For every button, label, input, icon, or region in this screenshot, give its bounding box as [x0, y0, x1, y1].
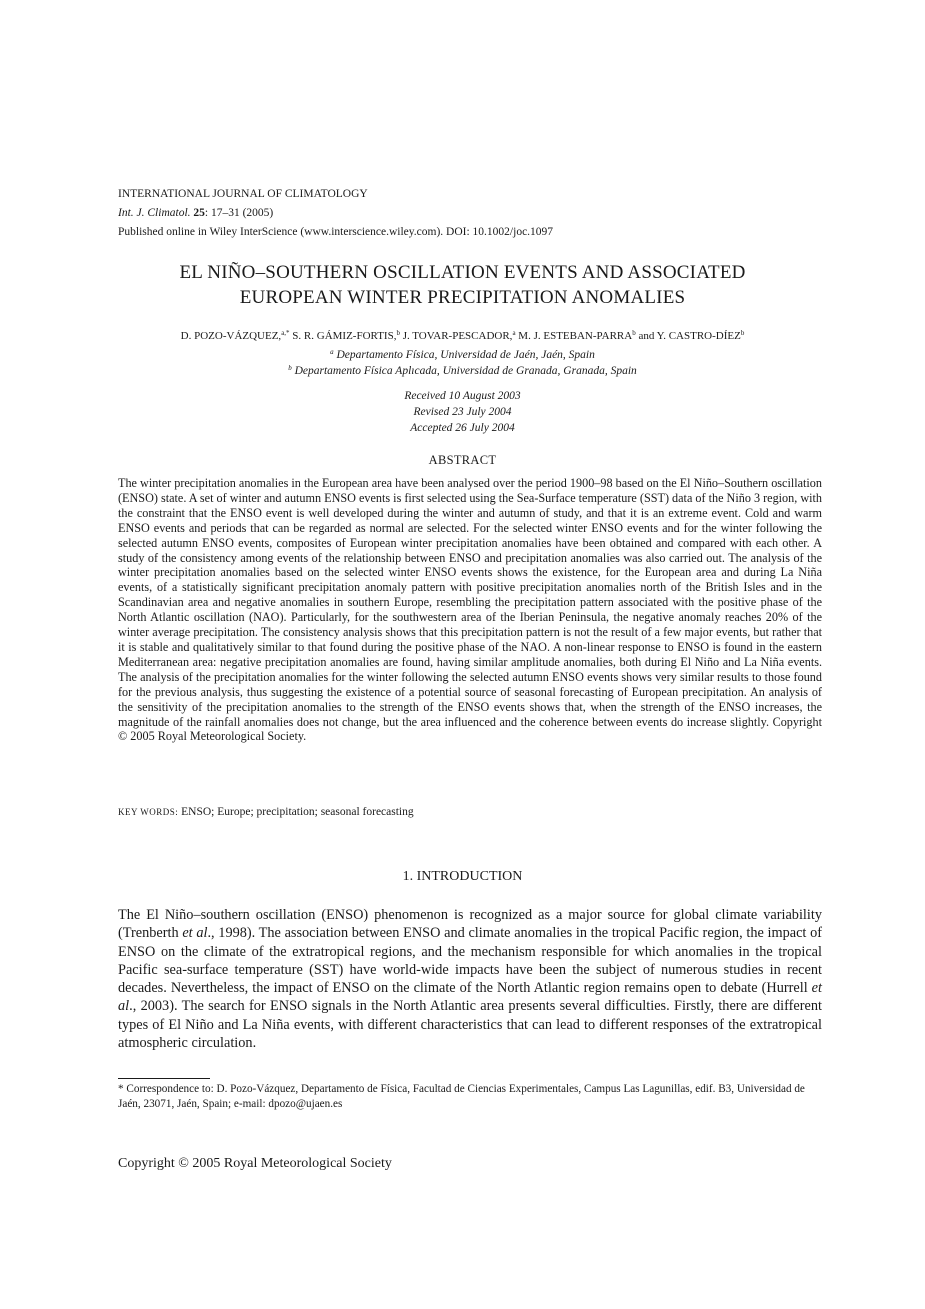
journal-citation-abbrev: Int. J. Climatol. — [118, 207, 191, 219]
author-name: S. R. GÁMIZ-FORTIS, — [292, 330, 397, 342]
introduction-paragraph — [118, 906, 822, 1052]
author-affiliation-mark: b — [740, 329, 745, 337]
journal-citation-volume: 25 — [193, 207, 205, 219]
intro-text-part: The El Niño–southern oscillation (ENSO) phenomenon is recognized as a major source for global climate variability (Trenberth — [118, 907, 822, 942]
author-affiliation-mark: a — [512, 329, 516, 337]
abstract-body — [118, 476, 822, 744]
accepted-date: Accepted 26 July 2004 — [410, 422, 515, 434]
page-footer-copyright: Copyright © 2005 Royal Meteorological Society — [118, 1156, 392, 1171]
author-affiliation-mark: b — [632, 329, 636, 337]
author-affiliation-mark: b — [396, 329, 400, 337]
affiliation-mark: b — [288, 364, 292, 372]
abstract-text: The winter precipitation anomalies in the European area have been analysed over the period 1900–98 based on the El Niño–Southern oscillation (ENSO) state. A set of winter and autumn ENSO events is first selected using the Sea-Surface temperature (SST) data of the Niño 3 region, with the constraint that the ENSO event is well developed during the winter and autumn of study, and that it is an extreme event. Cold and warm ENSO events and periods that can be regarded as normal are selected. For the selected winter ENSO events and for the winter following the selected autumn ENSO events, composites of European winter precipitation anomalies have been obtained and compared with each other. A study of the consistency among events of the relationship between ENSO and precipitation anomalies was also carried out. The analysis of the winter precipitation anomalies based on the selected winter ENSO events shows the existence, for the European area and during La Niña events, of a statistically significant precipitation anomaly pattern with positive precipitation anomalies north of the British Isles and in the Scandinavian area and negative anomalies in southern Europe, resembling the precipitation pattern associated with the positive phase of the North Atlantic oscillation (NAO). Particularly, for the southwestern area of the Iberian Peninsula, the negative anomaly reaches 20% of the winter average precipitation. The consistency analysis shows that this precipitation pattern is not the result of a few major events, but rather that it is stable and qualitatively similar to that found during the positive phase of the NAO. A non-linear response to ENSO is found in the eastern Mediterranean area: negative precipitation anomalies are found, having similar amplitude anomalies, both during El Niño and La Niña events. The analysis of the precipitation anomalies for the winter following the selected autumn ENSO events shows very similar results to those found for the previous analysis, thus suggesting the existence of a potential source of seasonal forecasting of European precipitation. An analysis of the sensitivity of the precipitation anomalies to the strength of the ENSO events shows that, when the strength of the ENSO increases, the magnitude of the rainfall anomalies does not change, but the area influenced and the coherence between events do increase slightly. — [118, 476, 822, 729]
received-date: Received 10 August 2003 — [404, 390, 521, 402]
intro-text-part: ., 2003). The search for ENSO signals in the North Atlantic area presents several difficulties. Firstly, there are different types of El Niño and La Niña events, with different characteristics that can lead to different responses of the extratropical atmospheric circulation. — [118, 998, 822, 1052]
abstract-heading: ABSTRACT — [428, 453, 497, 467]
keywords-text: ENSO; Europe; precipitation; seasonal forecasting — [181, 806, 414, 818]
journal-name: INTERNATIONAL JOURNAL OF CLIMATOLOGY — [118, 188, 368, 200]
keywords-label: KEY WORDS: — [118, 807, 179, 817]
footnote-divider — [118, 1078, 210, 1079]
affiliation-b — [0, 363, 925, 379]
journal-citation-rest: : 17–31 (2005) — [204, 207, 274, 219]
author-list — [0, 328, 925, 344]
author-name: M. J. ESTEBAN-PARRA — [518, 330, 633, 342]
author-affiliation-mark: a,* — [281, 329, 290, 337]
keywords — [118, 806, 414, 818]
abstract-copyright: Copyright © 2005 Royal Meteorological Society. — [118, 714, 823, 744]
affiliation-a — [0, 347, 925, 363]
author-name: J. TOVAR-PESCADOR, — [402, 330, 513, 342]
intro-et-al: et al — [118, 980, 822, 1015]
journal-citation — [118, 205, 273, 221]
section-heading-introduction: 1. INTRODUCTION — [402, 869, 523, 884]
affiliation-mark: a — [330, 348, 334, 356]
revised-date: Revised 23 July 2004 — [413, 406, 512, 418]
author-name: D. POZO-VÁZQUEZ, — [180, 330, 282, 342]
article-title-line-1: EL NIÑO–SOUTHERN OSCILLATION EVENTS AND ASSOCIATED — [179, 262, 746, 283]
correspondence-footnote: * Correspondence to: D. Pozo-Vázquez, Departamento de Física, Facultad de Ciencias Experimentales, Campus Las Lagunillas, edif. B3, Universidad de Jaén, 23071, Jaén, Spain; e-mail: dpozo@ujaen.es — [118, 1083, 805, 1110]
intro-text-part: ., 1998). The association between ENSO and climate anomalies in the tropical Pacific region, the impact of ENSO on the climate of the extratropical regions, and the mechanism responsible for which anomalies in the tropical Pacific sea-surface temperature (SST) have world-wide impacts have been the subject of numerous studies in recent decades. Nevertheless, the impact of ENSO on the climate of the North Atlantic region remains open to debate (Hurrell — [118, 925, 823, 997]
affiliation-text: Departamento Física, Universidad de Jaén, Jaén, Spain — [333, 349, 595, 361]
author-name: and Y. CASTRO-DÍEZ — [638, 330, 741, 342]
affiliation-text: Departamento Física Aplıcada, Universidad de Granada, Granada, Spain — [291, 365, 637, 377]
article-title-line-2: EUROPEAN WINTER PRECIPITATION ANOMALIES — [239, 287, 686, 308]
journal-published-online: Published online in Wiley InterScience (www.interscience.wiley.com). DOI: 10.1002/joc.1097 — [118, 226, 554, 238]
intro-et-al: et al — [182, 925, 208, 942]
